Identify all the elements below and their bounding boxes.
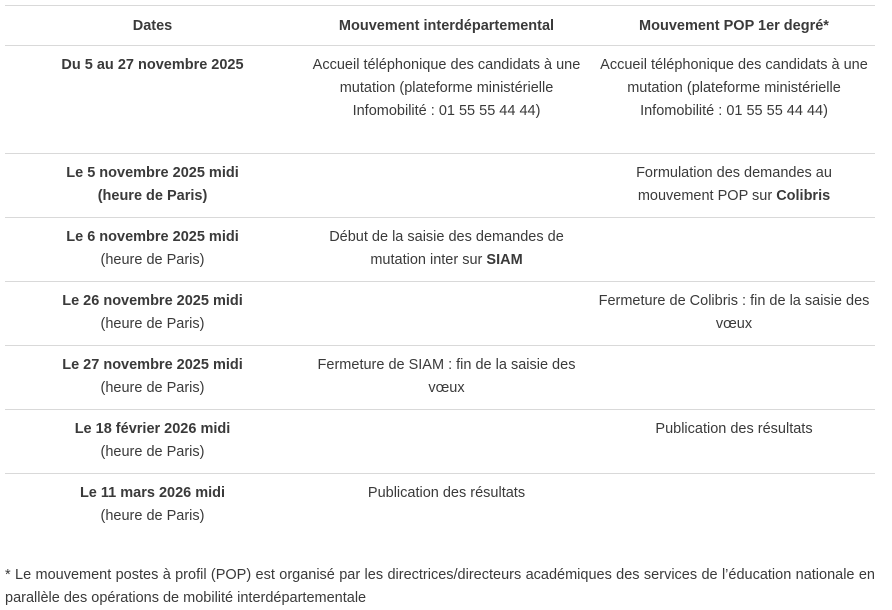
date-main: Le 5 novembre 2025 midi: [66, 165, 239, 181]
inter-cell: [300, 218, 593, 282]
date-cell: [5, 282, 300, 346]
table-row: [5, 154, 875, 218]
date-cell: [5, 218, 300, 282]
date-sub: (heure de Paris): [100, 316, 205, 332]
date-cell: [5, 46, 300, 154]
date-cell: [5, 346, 300, 410]
pop-cell: [593, 474, 875, 538]
date-cell: [5, 474, 300, 538]
table-row: [5, 282, 875, 346]
date-sub: (heure de Paris): [100, 252, 205, 268]
inter-cell: [300, 282, 593, 346]
pop-cell: [593, 154, 875, 218]
pop-cell: [593, 346, 875, 410]
table-row: [5, 346, 875, 410]
pop-cell: [593, 218, 875, 282]
date-cell: [5, 154, 300, 218]
date-main: Du 5 au 27 novembre 2025: [61, 57, 244, 73]
date-main: Le 6 novembre 2025 midi: [66, 229, 239, 245]
table-row: [5, 46, 875, 154]
inter-cell: [300, 410, 593, 474]
pop-text: Formulation des demandes au mouvement POP sur: [636, 165, 832, 204]
inter-cell: Accueil téléphonique des candidats à une mutation (plateforme ministérielle Infomobilité : 01 55 55 44 44): [300, 46, 593, 154]
date-sub: (heure de Paris): [100, 380, 205, 396]
pop-cell: Publication des résultats: [593, 410, 875, 474]
date-sub: (heure de Paris): [97, 188, 208, 204]
date-cell: [5, 410, 300, 474]
header-dates: Dates: [5, 6, 300, 46]
inter-cell: Publication des résultats: [367, 485, 526, 501]
table-row: [5, 474, 875, 538]
date-main: Le 26 novembre 2025 midi: [62, 293, 243, 309]
table-row: [5, 410, 875, 474]
table-row: [5, 218, 875, 282]
mobility-calendar-table: [5, 5, 875, 537]
pop-cell: Fermeture de Colibris : fin de la saisie des vœux: [593, 282, 875, 346]
header-inter: Mouvement interdépartemental: [300, 6, 593, 46]
inter-cell: Fermeture de SIAM : fin de la saisie des vœux: [300, 346, 593, 410]
inter-cell: [300, 154, 593, 218]
footnote: * Le mouvement postes à profil (POP) est organisé par les directrices/directeurs académiques des services de l’éducation nationale en parallèle des opérations de mobilité interdépartementale: [5, 566, 875, 606]
table-header-row: [5, 6, 875, 46]
siam-text: SIAM: [486, 252, 523, 268]
date-main: Le 27 novembre 2025 midi: [62, 357, 243, 373]
pop-cell: Accueil téléphonique des candidats à une mutation (plateforme ministérielle Infomobilité : 01 55 55 44 44): [593, 46, 875, 154]
inter-text: Début de la saisie des demandes de mutation inter sur: [329, 229, 564, 268]
date-sub: (heure de Paris): [100, 508, 205, 524]
date-main: Le 18 février 2026 midi: [74, 421, 231, 437]
date-sub: (heure de Paris): [100, 444, 205, 460]
header-pop: Mouvement POP 1er degré*: [593, 6, 875, 46]
date-main: Le 11 mars 2026 midi: [79, 485, 226, 501]
colibris-link-text: Colibris: [776, 188, 831, 204]
